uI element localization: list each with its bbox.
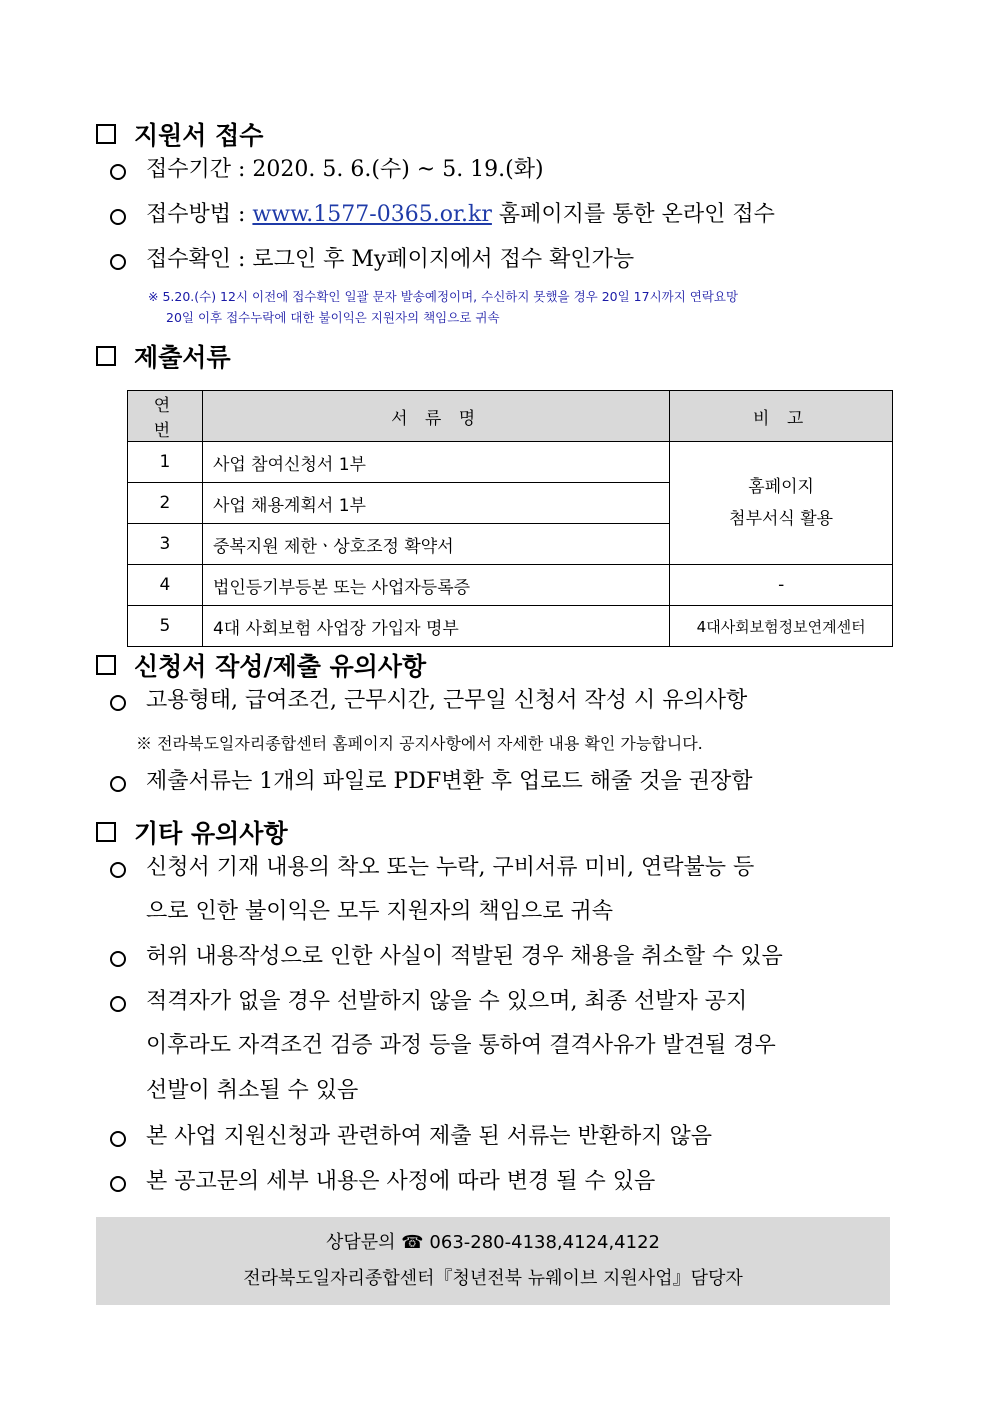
reception-note-line1: ※ 5.20.(수) 12시 이전에 접수확인 일괄 문자 발송예정이며, 수신하지 못했을 경우 20일 17시까지 연락요망 (148, 289, 739, 304)
contact-team-line: 전라북도일자리종합센터『청년전북 뉴웨이브 지원사업』담당자 (243, 1268, 743, 1289)
row-number: 5 (128, 606, 203, 647)
circle-bullet-icon (110, 862, 126, 878)
list-item-caution-1: 고용형태, 급여조건, 근무시간, 근무일 신청서 작성 시 유의사항 (110, 686, 747, 716)
checkbox-square-icon (96, 124, 116, 144)
table-row (128, 565, 893, 606)
list-item-caution-2: 제출서류는 1개의 파일로 PDF변환 후 업로드 해줄 것을 권장함 (110, 767, 752, 797)
list-item-etc-1: 신청서 기재 내용의 착오 또는 누락, 구비서류 미비, 연락불능 등 (110, 853, 754, 883)
row-number: 2 (128, 483, 203, 524)
checkbox-square-icon (96, 655, 116, 675)
list-item-etc-4: 본 사업 지원신청과 관련하여 제출 된 서류는 반환하지 않음 (110, 1122, 712, 1152)
row-document-name: 사업 채용계획서 1부 (202, 483, 669, 524)
reception-note-line2: 20일 이후 접수누락에 대한 불이익은 지원자의 책임으로 귀속 (166, 310, 500, 325)
checkbox-square-icon (96, 346, 116, 366)
row-number: 3 (128, 524, 203, 565)
section-heading-caution: 신청서 작성/제출 유의사항 (96, 647, 426, 683)
caution-note: ※ 전라북도일자리종합센터 홈페이지 공지사항에서 자세한 내용 확인 가능합니다. (136, 734, 703, 753)
circle-bullet-icon (110, 776, 126, 792)
section-heading-reception: 지원서 접수 (96, 116, 263, 152)
header-document-name: 서 류 명 (202, 391, 669, 442)
row-document-name: 중복지원 제한ㆍ상호조정 확약서 (202, 524, 669, 565)
section-heading-etc: 기타 유의사항 (96, 814, 288, 850)
table-row (128, 442, 893, 483)
documents-table (127, 390, 893, 647)
row-document-name: 법인등기부등본 또는 사업자등록증 (202, 565, 669, 606)
circle-bullet-icon (110, 695, 126, 711)
row-number: 1 (128, 442, 203, 483)
header-number: 연 번 (128, 391, 203, 442)
homepage-link[interactable]: www.1577-0365.or.kr (252, 202, 492, 227)
row-remarks: - (670, 565, 893, 606)
contact-footer-box (96, 1217, 890, 1305)
circle-bullet-icon (110, 209, 126, 225)
section-heading-documents: 제출서류 (96, 338, 231, 374)
circle-bullet-icon (110, 254, 126, 270)
circle-bullet-icon (110, 1131, 126, 1147)
etc-3-continuation-2: 선발이 취소될 수 있음 (146, 1078, 359, 1103)
list-item-etc-5: 본 공고문의 세부 내용은 사정에 따라 변경 될 수 있음 (110, 1167, 655, 1197)
circle-bullet-icon (110, 951, 126, 967)
table-header-row (128, 391, 893, 442)
circle-bullet-icon (110, 1176, 126, 1192)
circle-bullet-icon (110, 996, 126, 1012)
list-item-etc-2: 허위 내용작성으로 인한 사실이 적발된 경우 채용을 취소할 수 있음 (110, 942, 783, 972)
list-item-method: 접수방법 : www.1577-0365.or.kr 홈페이지를 통한 온라인 접수 (110, 200, 775, 230)
contact-phone-line: 상담문의 ☎ 063-280-4138,4124,4122 (326, 1232, 660, 1253)
row-remarks-merged: 홈페이지 첨부서식 활용 (670, 442, 893, 565)
etc-1-continuation: 으로 인한 불이익은 모두 지원자의 책임으로 귀속 (146, 899, 614, 924)
etc-3-continuation-1: 이후라도 자격조건 검증 과정 등을 통하여 결격사유가 발견될 경우 (146, 1033, 776, 1058)
row-remarks: 4대사회보험정보연계센터 (670, 606, 893, 647)
list-item-period: 접수기간 : 2020. 5. 6.(수) ~ 5. 19.(화) (110, 155, 544, 185)
checkbox-square-icon (96, 822, 116, 842)
list-item-confirm: 접수확인 : 로그인 후 My페이지에서 접수 확인가능 (110, 245, 634, 275)
table-row (128, 606, 893, 647)
row-number: 4 (128, 565, 203, 606)
header-remarks: 비 고 (670, 391, 893, 442)
row-document-name: 사업 참여신청서 1부 (202, 442, 669, 483)
row-document-name: 4대 사회보험 사업장 가입자 명부 (202, 606, 669, 647)
circle-bullet-icon (110, 164, 126, 180)
list-item-etc-3: 적격자가 없을 경우 선발하지 않을 수 있으며, 최종 선발자 공지 (110, 987, 747, 1017)
